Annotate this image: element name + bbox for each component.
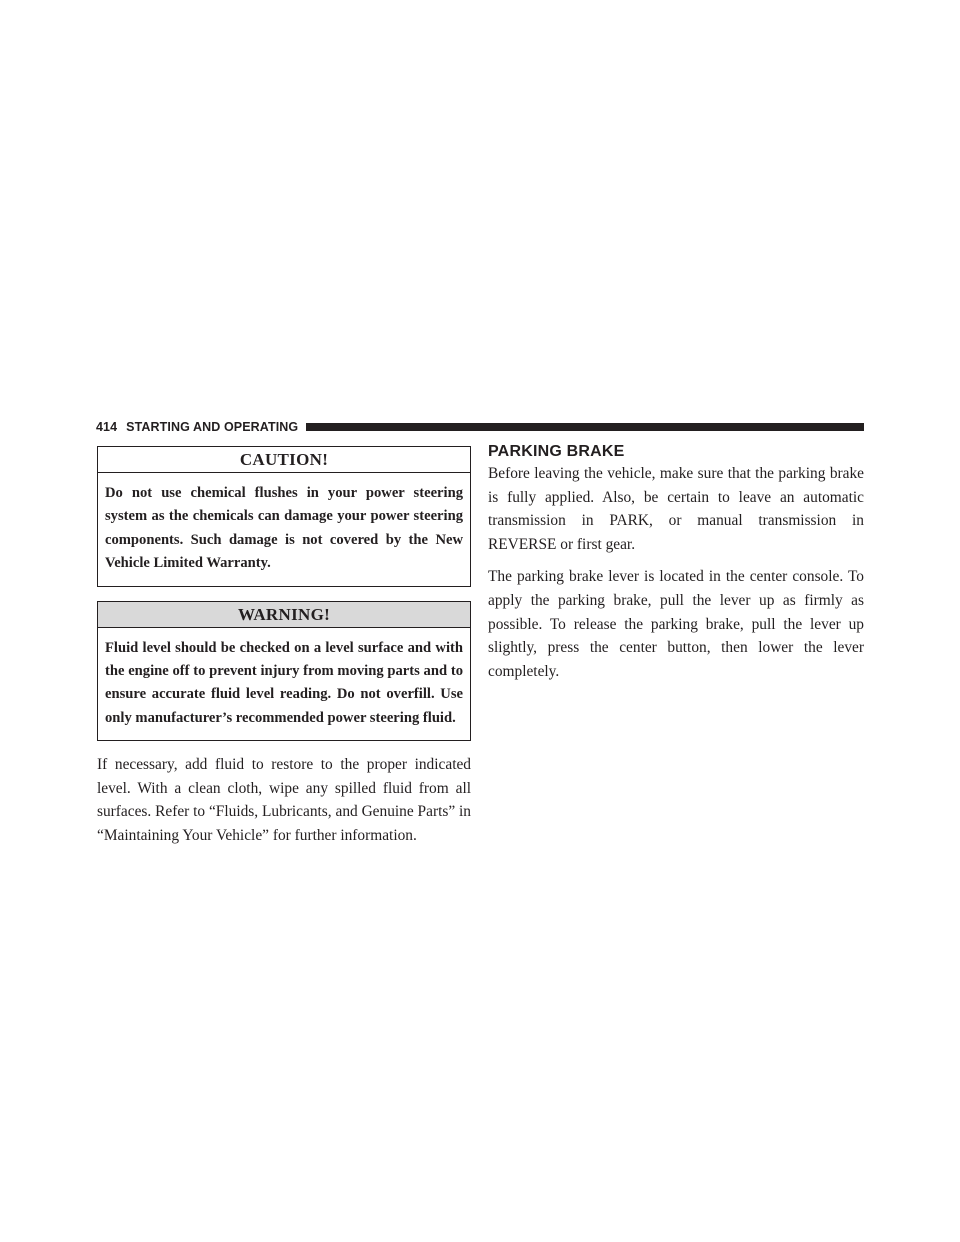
- running-head: [96, 420, 298, 434]
- right-column: [488, 441, 864, 683]
- parking-brake-paragraph-2: The parking brake lever is located in the center console. To apply the parking brake, pull the lever up as firmly as possible. To release the parking brake, pull the lever up slightly, press the center button, then lower the lever completely.: [488, 568, 864, 680]
- left-column: [97, 446, 471, 848]
- caution-body: Do not use chemical flushes in your power steering system as the chemicals can damage your power steering components. Such damage is not covered by the New Vehicle Limited Warranty.: [105, 485, 463, 572]
- caution-title: CAUTION!: [98, 447, 470, 473]
- parking-brake-heading: PARKING BRAKE: [488, 443, 625, 460]
- refill-paragraph: If necessary, add fluid to restore to the proper indicated level. With a clean cloth, wipe any spilled fluid from all surfaces. Refer to “Fluids, Lubricants, and Genuine Parts” in “Maintaining Your Vehicle” for further information.: [97, 756, 471, 845]
- header-rule: [306, 423, 864, 431]
- warning-box: [97, 601, 471, 742]
- parking-brake-paragraph-1: Before leaving the vehicle, make sure that the parking brake is fully applied. Also, be certain to leave an automatic transmission in PARK, or manual transmission in REVERSE or first gear.: [488, 465, 864, 553]
- page-number: 414: [96, 420, 118, 434]
- caution-box: [97, 446, 471, 587]
- warning-title: WARNING!: [98, 602, 470, 628]
- section-name: STARTING AND OPERATING: [126, 420, 299, 434]
- page-header: [96, 419, 864, 435]
- warning-body: Fluid level should be checked on a level surface and with the engine off to prevent injury from moving parts and to ensure accurate fluid level reading. Do not overfill. Use only manufacturer’s recommended power steering fluid.: [105, 639, 463, 726]
